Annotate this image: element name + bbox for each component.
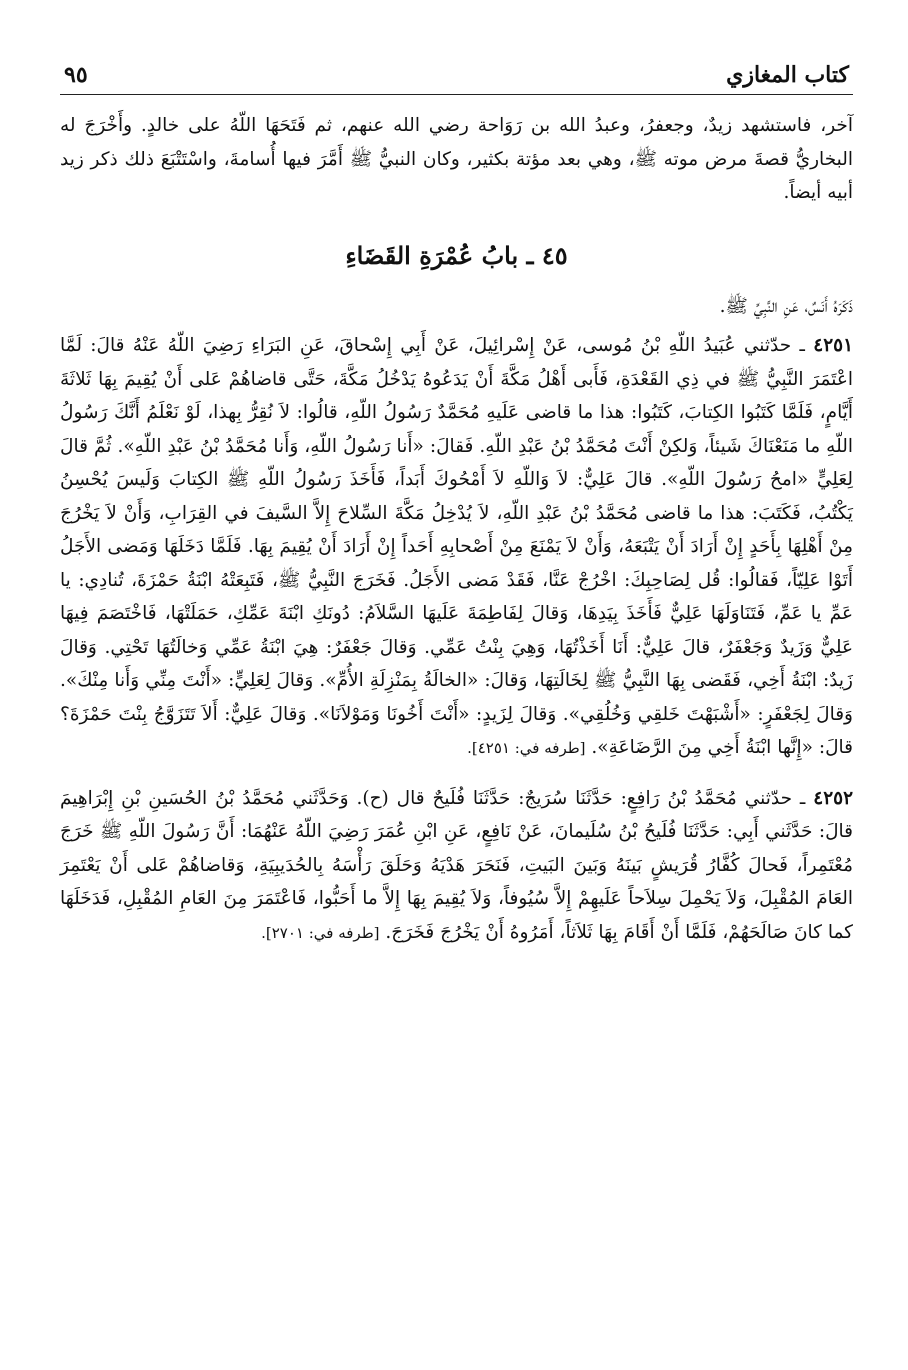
intro-paragraph: آخر، فاستشهد زيدٌ، وجعفرُ، وعبدُ الله بن رَوَاحة رضي الله عنهم، ثم فَتَحَهَا اللّهُ على خالدٍ. وأَخْرَجَ له البخاريُّ قصةَ مرض موته ﷺ، وهي بعد مؤتة بكثير، وكان النبيُّ ﷺ أَمَّرَ فيها أُسامةَ، واسْتَتْبَعَ ذلك ذكر زيد أبيه أيضاً.: [60, 115, 853, 203]
cross-reference: [طرفه في: ٤٢٥١].: [467, 739, 586, 757]
cross-reference: [طرفه في: ٢٧٠١].: [261, 923, 380, 942]
hadith-4252: [60, 782, 853, 951]
hadith-text: ـ حدّثني مُحَمَّدُ بْنُ رَافِعٍ: حَدَّثَنَا سُرَيجٌ: حَدَّثَنَا فُلَيحٌ قال (ح). وَحَدَّثَني مُحَمَّدُ بْنُ الحُسَينِ بْنِ إِبْرَاهِيمَ قالَ: حَدَّثَني أَبِي: حَدَّثَنَا فُلَيحُ بْنُ سُلَيمانَ، عَنْ نَافِعٍ، عَنِ ابْنِ عُمَرَ رَضِيَ اللّهُ عَنْهُمَا: أَنَّ رَسُولَ اللّهِ ﷺ خَرَجَ مُعْتَمِراً، فَحالَ كُفَّارُ قُرَيشٍ بَينَهُ وَبَينَ البَيتِ، فَنَحَرَ هَدْيَهُ وَحَلَقَ رَأْسَهُ بِالحُدَيبِيَةِ، وَقاضاهُمْ عَلى أَنْ يَعْتَمِرَ العَامَ المُقْبِلَ، وَلاَ يَحْمِلَ سِلاَحاً عَلَيهِمْ إِلاَّ سُيُوفاً، وَلاَ يُقِيمَ بِهَا إِلاَّ ما أَحَبُّوا، فَاعْتَمَرَ مِنَ العَامِ المُقْبِلِ، فَدَخَلَهَا كما كانَ صَالَحَهُمْ، فَلَمَّا أَنْ أَقَامَ بِهَا ثَلاَثاً، أَمَرُوهُ أَنْ يَخْرُجَ فَخَرَجَ.: [60, 787, 853, 943]
hadith-number: ٤٢٥١: [813, 335, 854, 356]
page-body: [60, 109, 853, 950]
chapter-heading: ٤٥ ـ بابُ عُمْرَةِ القَضَاءِ: [345, 240, 568, 270]
book-page: [60, 52, 853, 1330]
book-title: كتاب المغازي: [726, 62, 849, 88]
hadith-4251: [60, 329, 853, 766]
running-head: [60, 52, 853, 95]
page-number: ٩٥: [64, 62, 88, 88]
chapter-note: ذَكَرَهُ أَنَسٌ، عَنِ النَّبِيِّ ﷺ.: [719, 295, 853, 317]
hadith-number: ٤٢٥٢: [813, 787, 854, 809]
hadith-text: ـ حدّثني عُبَيدُ اللّهِ بْنُ مُوسى، عَنْ إِسْرائِيلَ، عَنْ أَبِي إِسْحاقَ، عَنِ البَرَاءِ رَضِيَ اللّهُ عَنْهُ قالَ: لَمَّا اعْتَمَرَ النَّبِيُّ ﷺ في ذِي القَعْدَةِ، فَأَبى أَهْلُ مَكَّةَ أَنْ يَدَعُوهُ يَدْخُلُ مَكَّةَ، حَتَّى قاضاهُمْ عَلى أَنْ يُقِيمَ بِهَا ثَلاثَةَ أَيَّامٍ، فَلَمَّا كَتَبُوا الكِتابَ، كَتَبُوا: هذا ما قاضى عَلَيهِ مُحَمَّدٌ رَسُولُ اللّهِ، قالُوا: لاَ نُقِرُّ بِهذا، لَوْ نَعْلَمُ أَنَّكَ رَسُولُ اللّهِ ما مَنَعْنَاكَ شَيئاً، وَلكِنْ أَنْتَ مُحَمَّدُ بْنُ عَبْدِ اللّهِ. فَقالَ: «أَنا رَسُولُ اللّهِ، وَأَنا مُحَمَّدُ بْنُ عَبْدِ اللّهِ». ثُمَّ قالَ لِعَلِيٍّ «امحُ رَسُولَ اللّهِ». قالَ عَلِيٌّ: لاَ وَاللّهِ لاَ أَمْحُوكَ أَبَداً، فَأَخَذَ رَسُولُ اللّهِ ﷺ الكِتابَ وَلَيسَ يُحْسِنُ يَكْتُبُ، فَكَتَبَ: هذا ما قاضى مُحَمَّدُ بْنُ عَبْدِ اللّهِ، لاَ يُدْخِلُ مَكَّةَ السِّلاحَ إِلاَّ السَّيفَ في القِرَابِ، وَأَنْ لاَ يَخْرُجَ مِنْ أَهْلِهَا بِأَحَدٍ إِنْ أَرَادَ أَنْ يَتْبَعَهُ، وَأَنْ لاَ يَمْنَعَ مِنْ أَصْحابِهِ أَحَداً إِنْ أَرَادَ أَنْ يُقِيمَ بِهَا. فَلَمَّا دَخَلَهَا وَمَضى الأَجَلُ أَتَوْا عَلِيّاً، فَقالُوا: قُل لِصَاحِبِكَ: اخْرُجْ عَنَّا، فَقَدْ مَضى الأَجَلُ. فَخَرَجَ النَّبِيُّ ﷺ، فَتَبِعَتْهُ ابْنَةُ حَمْزَةَ، تُنادِي: يا عَمِّ يا عَمِّ، فَتَنَاوَلَهَا عَلِيٌّ فَأَخَذَ بِيَدِهَا، وَقالَ لِفَاطِمَةَ عَلَيهَا السَّلاَمُ: دُونَكِ ابْنَةَ عَمِّكِ، حَمَلَتْهَا، فَاخْتَصَمَ فِيهَا عَلِيٌّ وَزَيدٌ وَجَعْفَرٌ، قالَ عَلِيٌّ: أَنَا أَخَذْتُهَا، وَهِيَ بِنْتُ عَمِّي. وَقالَ جَعْفَرٌ: هِيَ ابْنَةُ عَمِّي وَخالَتُهَا تَحْتِي. وَقالَ زَيدٌ: ابْنَةُ أَخِي، فَقَضى بِهَا النَّبِيُّ ﷺ لِخَالَتِهَا، وَقالَ: «الخالَةُ بِمَنْزِلَةِ الأُمِّ». وَقالَ لِعَلِيٍّ: «أَنْتَ مِنِّي وَأَنا مِنْكَ». وَقالَ لِجَعْفَرٍ: «أَشْبَهْتَ خَلقِي وَخُلُقِي». وَقالَ لِزَيدٍ: «أَنْتَ أَخُونَا وَمَوْلاَنَا». وَقالَ عَلِيٌّ: أَلاَ تَتَزَوَّجُ بِنْتَ حَمْزَةَ؟ قالَ: «إِنَّها ابْنَةُ أَخِي مِنَ الرَّضَاعَةِ».: [60, 335, 853, 758]
